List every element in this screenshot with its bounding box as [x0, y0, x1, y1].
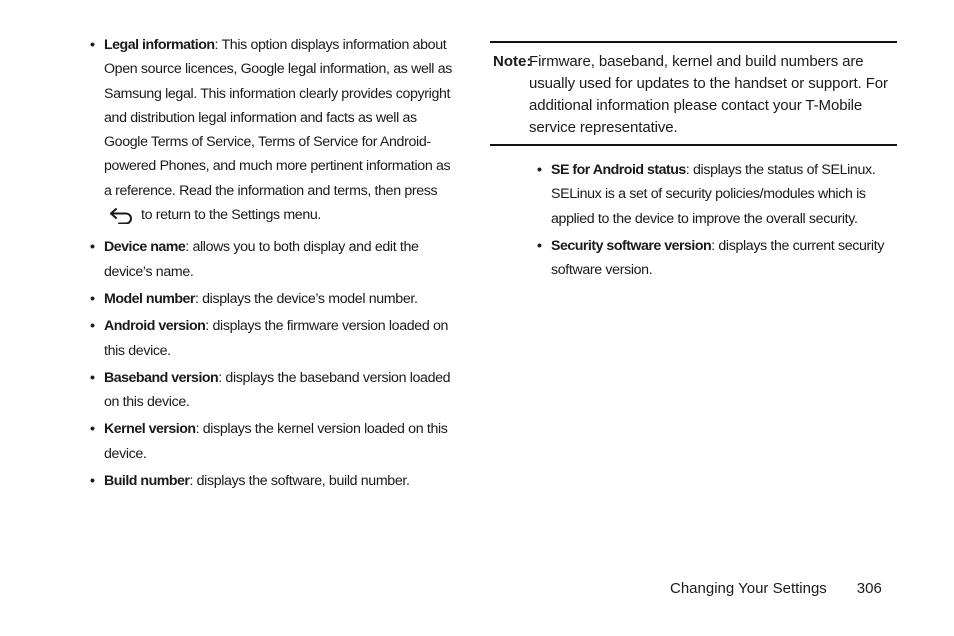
page-number: 306 — [856, 580, 882, 597]
security-bullet-list — [537, 158, 899, 282]
bullet: • — [90, 290, 95, 307]
back-arrow-icon — [109, 207, 135, 232]
bullet: • — [90, 239, 95, 256]
bullet: • — [90, 473, 95, 490]
list-item — [90, 417, 452, 466]
item-term: Build number — [104, 473, 190, 490]
left-column — [90, 33, 452, 496]
right-column — [537, 158, 899, 285]
page-footer — [670, 579, 882, 599]
bullet: • — [537, 162, 542, 178]
list-item — [90, 469, 452, 493]
list-item — [90, 366, 452, 415]
list-item — [90, 314, 452, 363]
item-term: Model number — [104, 290, 195, 307]
item-description: : displays the kernel version loaded on this device. — [104, 421, 448, 462]
bullet: • — [90, 421, 95, 438]
list-item — [537, 234, 899, 283]
item-description-end: to return to the Settings menu. — [141, 207, 322, 224]
item-description: : allows you to both display and edit the device’s name. — [104, 239, 419, 280]
item-description: : displays the status of SELinux. SELinux is a set of security policies/modules which is applied to the device to improve the overall security. — [551, 162, 876, 227]
item-term: Security software version — [551, 237, 712, 254]
bullet: • — [537, 237, 542, 254]
item-description: : displays the current security software version. — [551, 237, 885, 279]
item-term: Baseband version — [104, 369, 219, 386]
item-description: : displays the software, build number. — [189, 473, 410, 490]
item-term: Legal information — [104, 37, 215, 53]
item-term: Device name — [104, 239, 186, 256]
item-term: Kernel version — [104, 421, 196, 438]
item-description: : This option displays information about Open source licences, Google legal information, as well as Samsung legal. This information clearly provides copyright and distribution legal information and facts as well as Google Terms of Service, Terms of Service for Android-powered Phones, and much more pertinent information as a reference. Read the information and terms, then press — [104, 37, 452, 199]
note-label: Note: — [493, 53, 532, 70]
item-term: Android version — [104, 318, 206, 335]
bullet: • — [90, 37, 95, 53]
footer-section-title: Changing Your Settings — [670, 580, 827, 597]
bullet: • — [90, 369, 95, 386]
note-box — [490, 41, 897, 146]
item-description: : displays the firmware version loaded on this device. — [104, 318, 449, 359]
item-description: : displays the baseband version loaded on this device. — [104, 369, 451, 411]
list-item — [90, 33, 452, 232]
list-item — [90, 287, 452, 311]
bullet: • — [90, 318, 95, 335]
list-item — [537, 158, 899, 231]
item-description: : displays the device’s model number. — [194, 290, 418, 307]
note-text: Firmware, baseband, kernel and build numbers are usually used for updates to the handset or support. For additional information please contact your T-Mobile service representative. — [529, 53, 888, 136]
settings-bullet-list — [90, 33, 452, 493]
item-term: SE for Android status — [551, 162, 686, 178]
list-item — [90, 235, 452, 284]
